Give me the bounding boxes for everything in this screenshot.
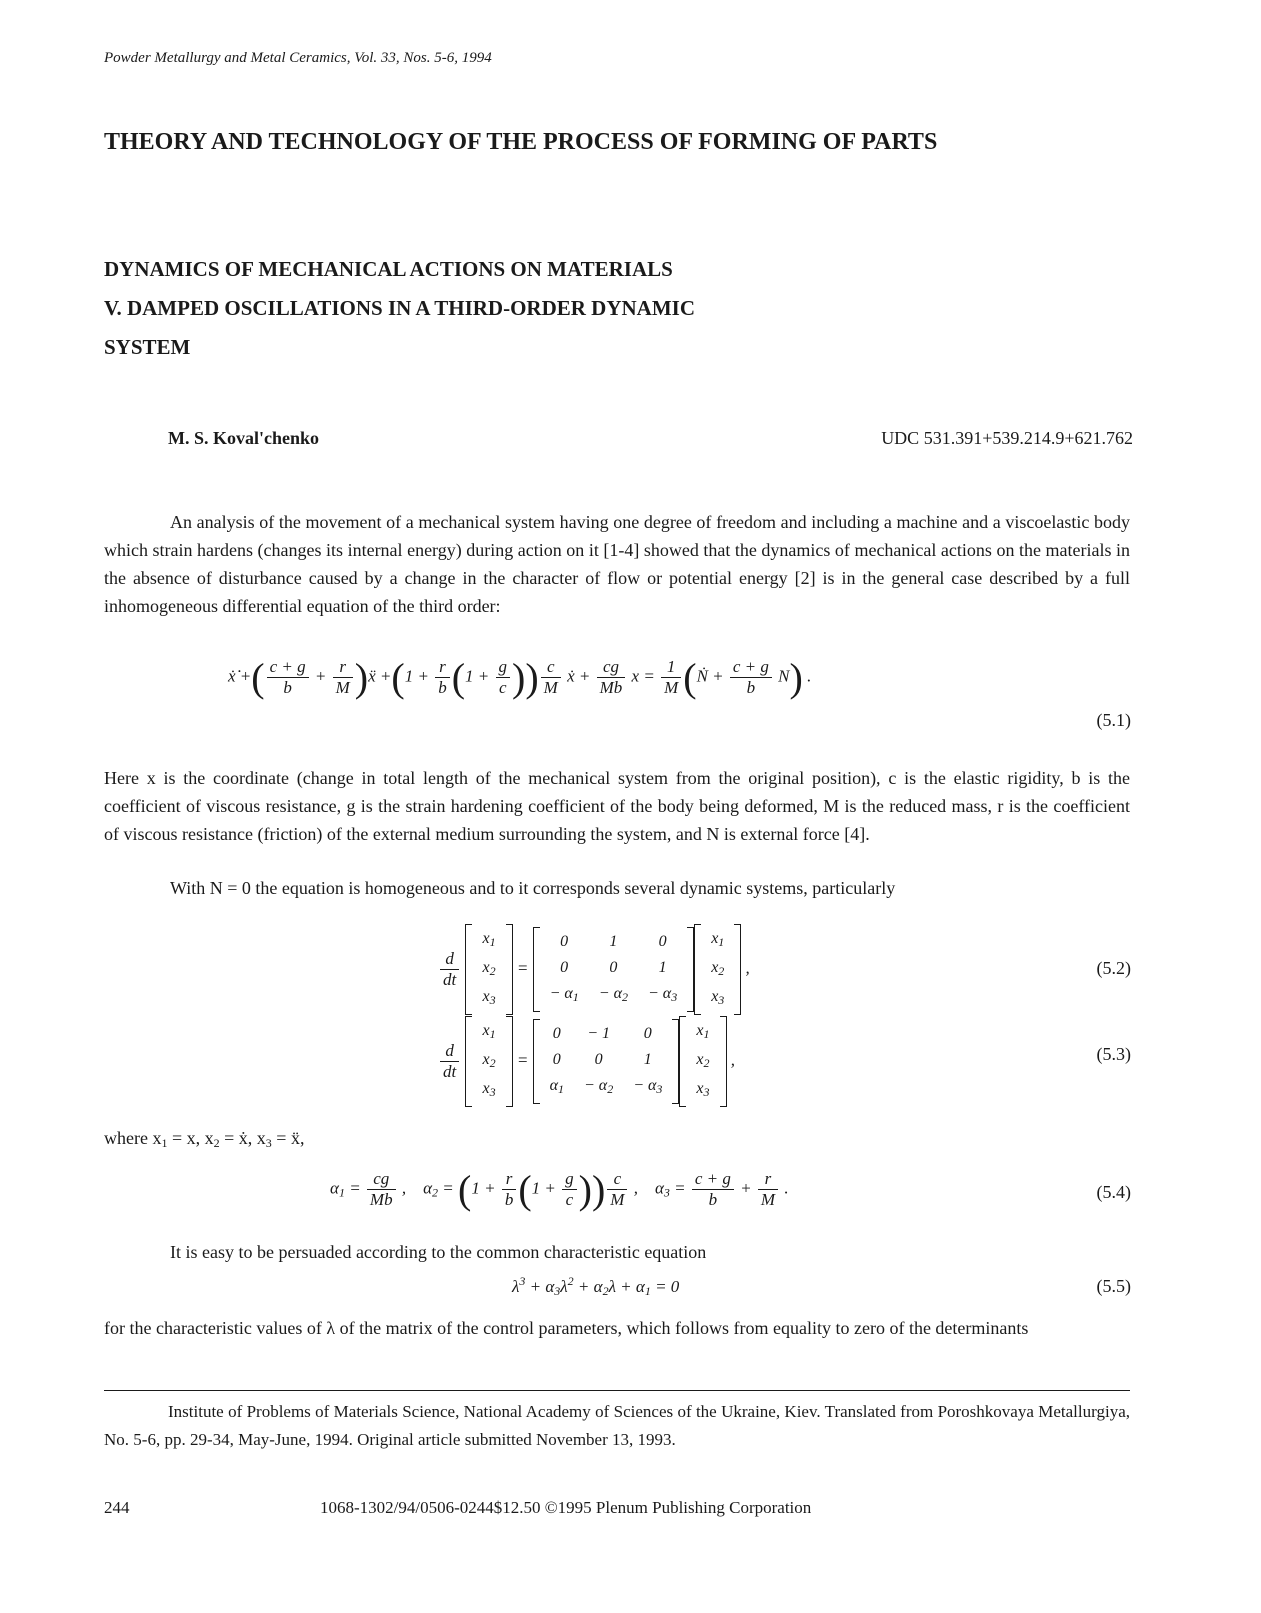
journal-header: Powder Metallurgy and Metal Ceramics, Vol. 33, Nos. 5-6, 1994 bbox=[104, 50, 492, 66]
article-title-line-3: SYSTEM bbox=[104, 335, 191, 359]
where-label: where x bbox=[104, 1128, 162, 1148]
variables-paragraph: Here x is the coordinate (change in total length of the mechanical system from the original position), c is the elastic rigidity, b is the coefficient of viscous resistance, g is the strain hardening coefficient of the body being deformed, M is the reduced mass, r is the coefficient of viscous resistance (friction) of the external medium surrounding the system, and N is external force [4]. bbox=[104, 768, 1130, 844]
udc-code: UDC 531.391+539.214.9+621.762 bbox=[881, 428, 1133, 448]
determinants-paragraph: for the characteristic values of λ of the matrix of the control parameters, which follows from equality to zero of the determinants bbox=[104, 1318, 1029, 1338]
equation-5-5: $\lambda^3 + \alpha_3\lambda^2 + \alpha_2\lambda + \alpha_1 = 0$ bbox=[512, 1274, 680, 1298]
where-line: where $x_1 = x$, $x_2$ = ẋ, $x_3$ = ẍ, bbox=[104, 1128, 305, 1150]
footnote: Institute of Problems of Materials Science, National Academy of Sciences of the Ukraine, Kiev. Translated from Poroshkovaya Metallurgiya, No. 5-6, pp. 29-34, May-June, 1994. Original article submitted November 13, 1993. bbox=[104, 1402, 1130, 1449]
copyright-line: 1068-1302/94/0506-0244$12.50 ©1995 Plenum Publishing Corporation bbox=[320, 1498, 812, 1517]
page-number: 244 bbox=[104, 1498, 130, 1517]
equation-5-4: $\alpha_1$ = $\frac{cg}{Mb}$ , $\alpha_2 = (1$ + $\frac{r}{b}$ (1 + $\frac{g}{c}$ )) $\frac{c}{M}$ , $\alpha_3$ = $\frac{c + g}{b}$ + $\frac{r}{M}$ . bbox=[330, 1167, 789, 1212]
article-title-line-1: DYNAMICS OF MECHANICAL ACTIONS ON MATERIALS bbox=[104, 257, 673, 281]
equation-number-5-2: (5.2) bbox=[1096, 958, 1131, 978]
abstract-paragraph: An analysis of the movement of a mechanical system having one degree of freedom and including a machine and a viscoelastic body which strain hardens (changes its internal energy) during action on it [1-4] showed that the dynamics of mechanical actions on the materials in the absence of disturbance caused by a change in the character of flow or potential energy [2] is in the general case described by a full inhomogeneous differential equation of the third order: bbox=[104, 512, 1130, 616]
equation-number-5-3: (5.3) bbox=[1096, 1044, 1131, 1064]
homogeneous-paragraph: With N = 0 the equation is homogeneous and to it corresponds several dynamic systems, particularly bbox=[170, 878, 896, 898]
article-title bbox=[104, 250, 1004, 367]
equation-5-2: $\frac{d}{dt}$ $x_1$ $x_2$ $x_3$ = 0 1 0 0 0 1 − $\alpha_1$ − $\alpha_2$ − $\alpha_3$ $x_1$ $x_2$ $x_3$ , bbox=[438, 924, 750, 1015]
equation-number-5-4: (5.4) bbox=[1096, 1182, 1131, 1202]
section-title: THEORY AND TECHNOLOGY OF THE PROCESS OF FORMING OF PARTS bbox=[104, 129, 938, 155]
equation-number-5-5: (5.5) bbox=[1096, 1276, 1131, 1296]
equation-5-3: $\frac{d}{dt}$ $x_1$ $x_2$ $x_3$ = 0 − 1 0 0 0 1 $\alpha_1$ − $\alpha_2$ − $\alpha_3$ $x_1$ $x_2$ $x_3$ , bbox=[438, 1016, 735, 1107]
equation-number-5-1: (5.1) bbox=[1096, 710, 1131, 730]
equation-5-1: ẋ̇̇ +( $\frac{c + g}{b}$ + $\frac{r}{M}$ )ẍ +(1 + $\frac{r}{b}$ (1 + $\frac{g}{c}$ )) $\frac{c}{M}$ ẋ + $\frac{cg}{Mb}$ x = $\frac{1}{M}$ (Ṅ + $\frac{c + g}{b}$ N) . bbox=[228, 655, 812, 700]
footnote-rule bbox=[104, 1390, 1130, 1391]
characteristic-paragraph: It is easy to be persuaded according to the common characteristic equation bbox=[170, 1242, 707, 1262]
author: M. S. Koval'chenko bbox=[168, 428, 320, 448]
article-title-line-2: V. DAMPED OSCILLATIONS IN A THIRD-ORDER DYNAMIC bbox=[104, 296, 695, 320]
